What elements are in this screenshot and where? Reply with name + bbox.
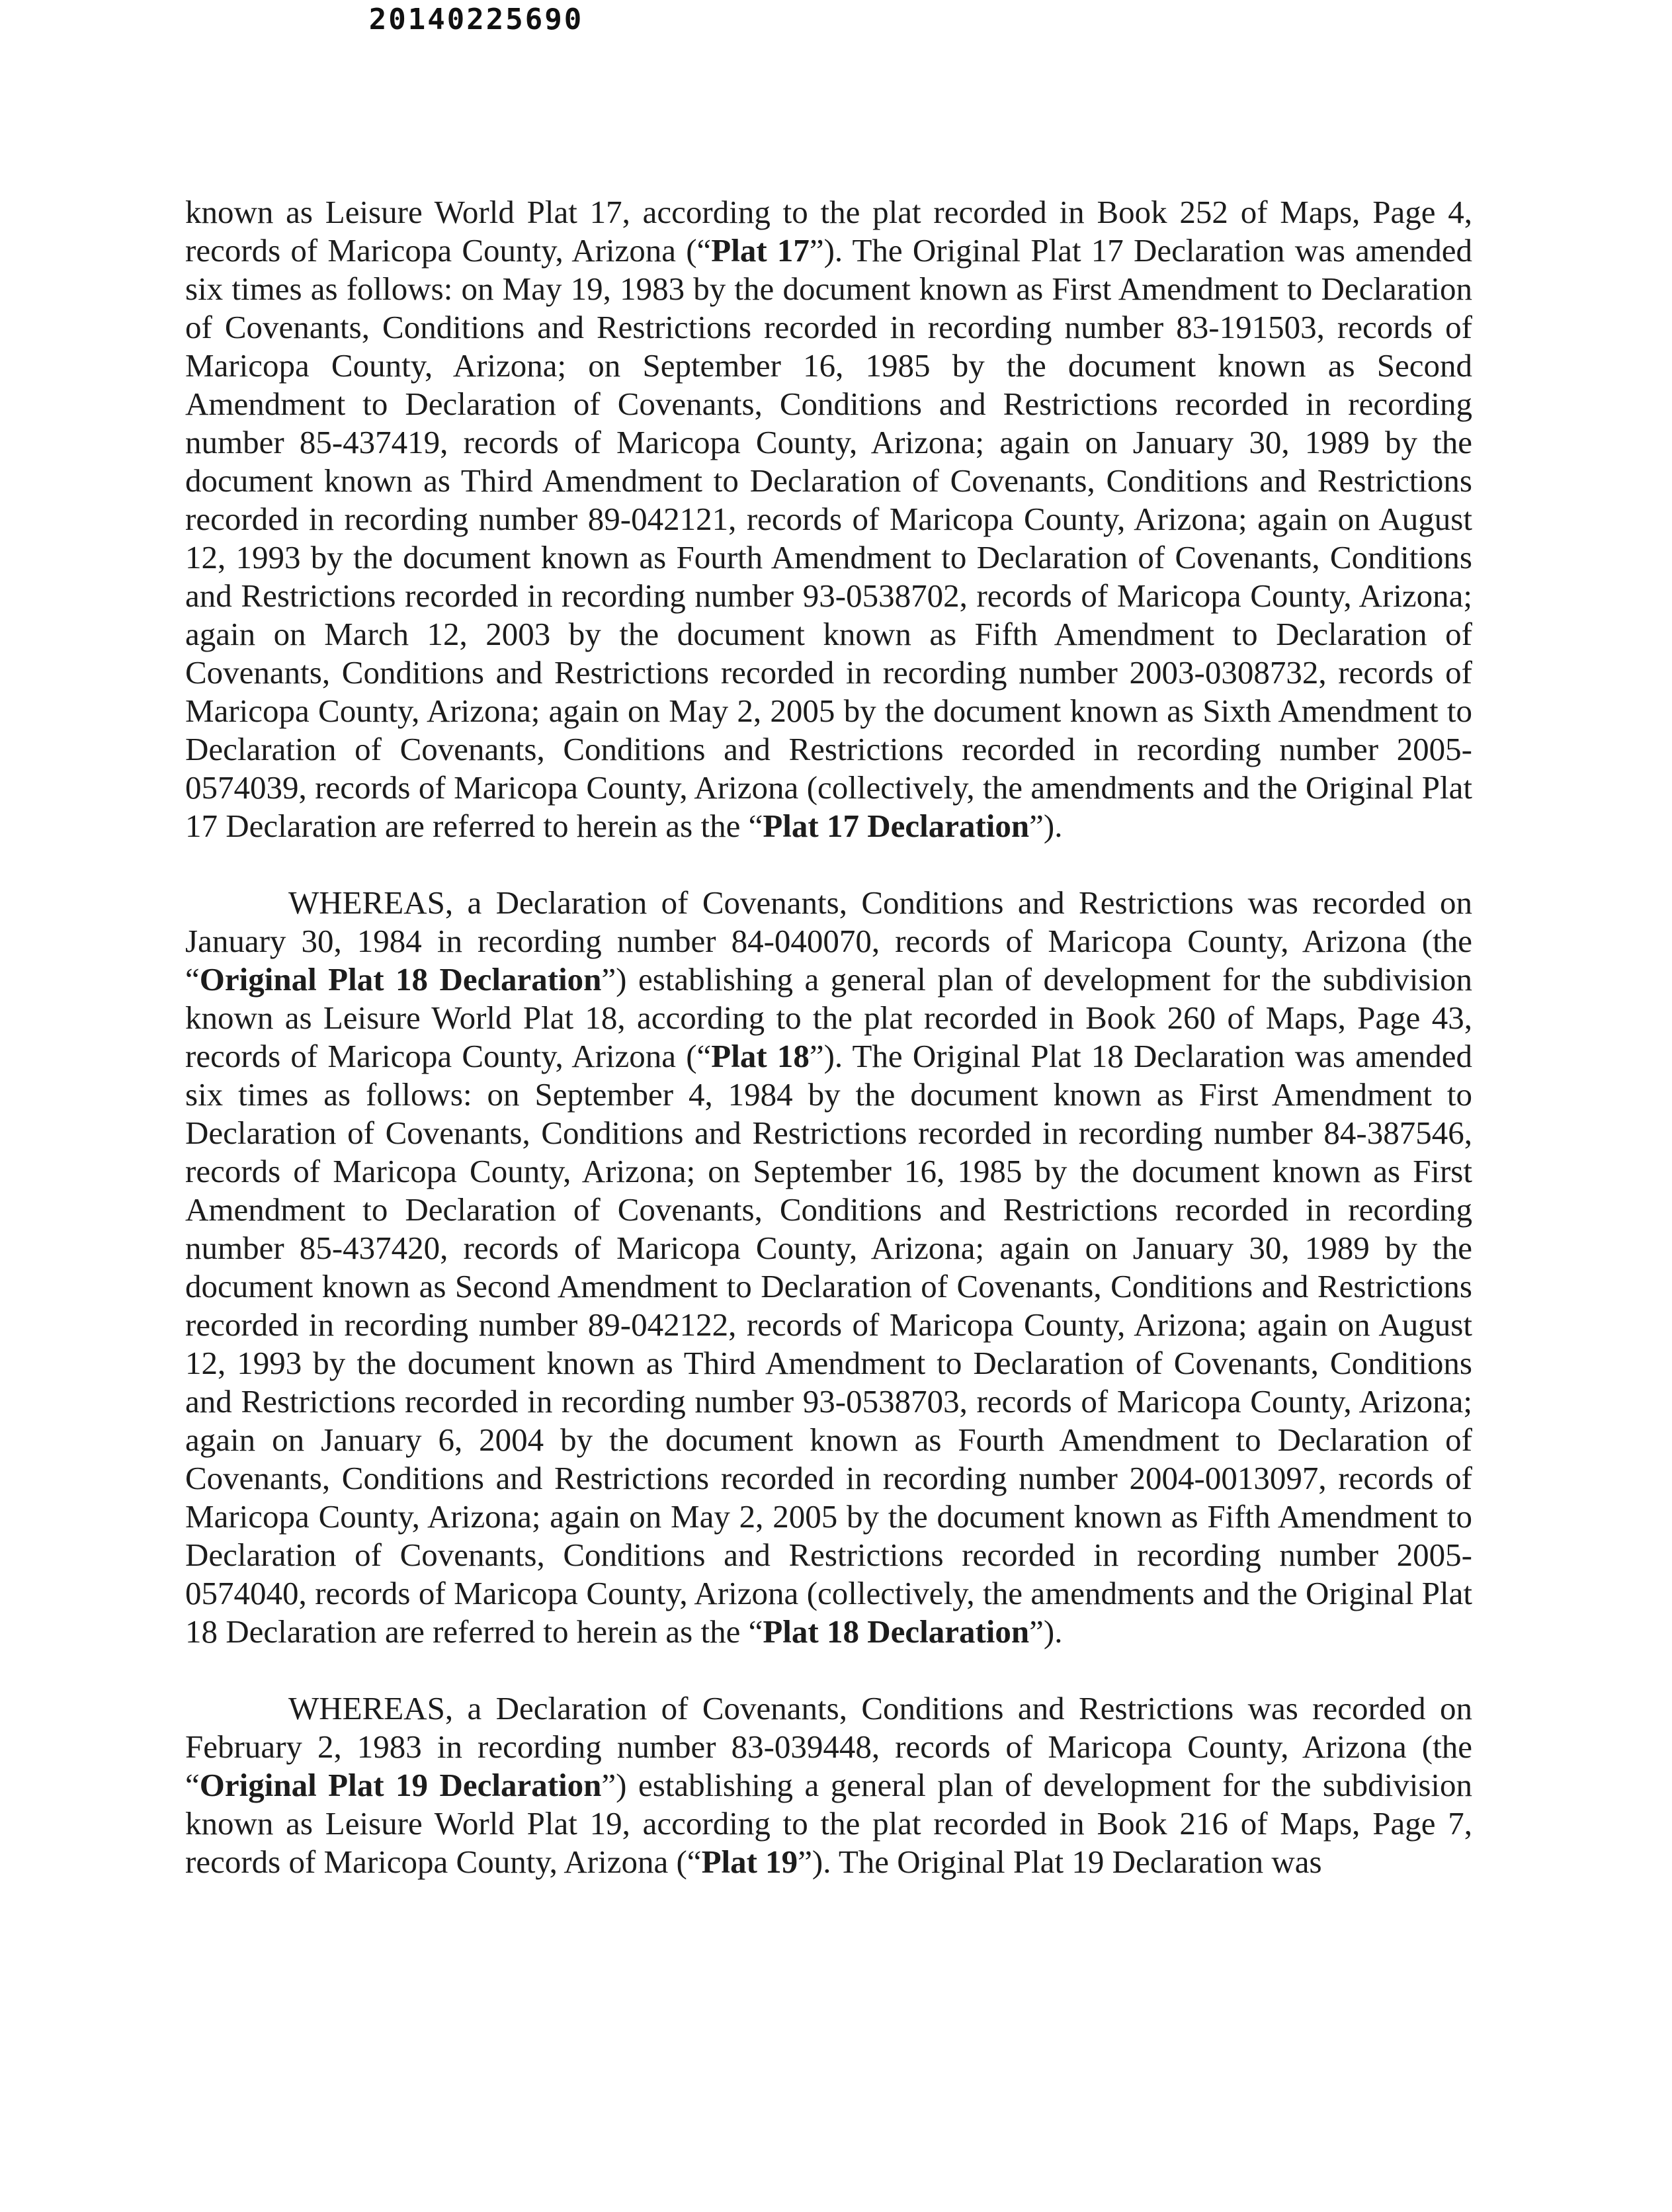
- defined-term-plat-17: Plat 17: [711, 232, 810, 269]
- text-segment: ”).: [1029, 1613, 1063, 1650]
- text-segment: ”).: [1029, 808, 1063, 844]
- defined-term-plat-18: Plat 18: [711, 1038, 810, 1074]
- text-segment: ”) establishing a general plan of development for the subdivision known as Leisure World Plat 18, according to the plat recorded in Book 260 of Maps, Page 43, records of Maricopa County, Arizona (“: [185, 961, 1472, 1074]
- text-segment: known as Leisure World Plat 17, according to the plat recorded in Book 252 of Maps, Page 4, records of Maricopa County, Arizona (“: [185, 194, 1472, 269]
- text-segment: ”) establishing a general plan of development for the subdivision known as Leisure World Plat 19, according to the plat recorded in Book 216 of Maps, Page 7, records of Maricopa County, Arizona (“: [185, 1767, 1472, 1880]
- text-segment: ”). The Original Plat 18 Declaration was amended six times as follows: on September 4, 1984 by the document known as First Amendment to Declaration of Covenants, Conditions and Restrictions recorded in recording number 84-387546, records of Maricopa County, Arizona; on September 16, 1985 by the document known as First Amendment to Declaration of Covenants, Conditions and Restrictions recorded in recording number 85-437420, records of Maricopa County, Arizona; again on January 30, 1989 by the document known as Second Amendment to Declaration of Covenants, Conditions and Restrictions recorded in recording number 89-042122, records of Maricopa County, Arizona; again on August 12, 1993 by the document known as Third Amendment to Declaration of Covenants, Conditions and Restrictions recorded in recording number 93-0538703, records of Maricopa County, Arizona; again on January 6, 2004 by the document known as Fourth Amendment to Declaration of Covenants, Conditions and Restrictions recorded in recording number 2004-0013097, records of Maricopa County, Arizona; again on May 2, 2005 by the document known as Fifth Amendment to Declaration of Covenants, Conditions and Restrictions recorded in recording number 2005-0574040, records of Maricopa County, Arizona (collectively, the amendments and the Original Plat 18 Declaration are referred to herein as the “: [185, 1038, 1472, 1650]
- text-segment: WHEREAS, a Declaration of Covenants, Conditions and Restrictions was recorded on February 2, 1983 in recording number 83-039448, records of Maricopa County, Arizona (the “: [185, 1690, 1472, 1803]
- paragraph-plat-17-amendments: [185, 193, 1472, 845]
- text-segment: ”). The Original Plat 17 Declaration was amended six times as follows: on May 19, 1983 by the document known as First Amendment to Declaration of Covenants, Conditions and Restrictions recorded in recording number 83-191503, records of Maricopa County, Arizona; on September 16, 1985 by the document known as Second Amendment to Declaration of Covenants, Conditions and Restrictions recorded in recording number 85-437419, records of Maricopa County, Arizona; again on January 30, 1989 by the document known as Third Amendment to Declaration of Covenants, Conditions and Restrictions recorded in recording number 89-042121, records of Maricopa County, Arizona; again on August 12, 1993 by the document known as Fourth Amendment to Declaration of Covenants, Conditions and Restrictions recorded in recording number 93-0538702, records of Maricopa County, Arizona; again on March 12, 2003 by the document known as Fifth Amendment to Declaration of Covenants, Conditions and Restrictions recorded in recording number 2003-0308732, records of Maricopa County, Arizona; again on May 2, 2005 by the document known as Sixth Amendment to Declaration of Covenants, Conditions and Restrictions recorded in recording number 2005-0574039, records of Maricopa County, Arizona (collectively, the amendments and the Original Plat 17 Declaration are referred to herein as the “: [185, 232, 1472, 844]
- defined-term-plat-19: Plat 19: [701, 1844, 798, 1880]
- paragraph-whereas-plat-19: [185, 1689, 1472, 1881]
- text-segment: ”). The Original Plat 19 Declaration was: [798, 1844, 1322, 1880]
- defined-term-plat-18-declaration: Plat 18 Declaration: [763, 1613, 1030, 1650]
- defined-term-plat-17-declaration: Plat 17 Declaration: [763, 808, 1030, 844]
- document-number: 20140225690: [368, 3, 584, 36]
- defined-term-original-plat-18-declaration: Original Plat 18 Declaration: [199, 961, 602, 998]
- paragraph-whereas-plat-18: [185, 884, 1472, 1651]
- defined-term-original-plat-19-declaration: Original Plat 19 Declaration: [199, 1767, 602, 1803]
- text-segment: WHEREAS, a Declaration of Covenants, Conditions and Restrictions was recorded on January 30, 1984 in recording number 84-040070, records of Maricopa County, Arizona (the “: [185, 884, 1472, 998]
- document-body: [185, 193, 1472, 1881]
